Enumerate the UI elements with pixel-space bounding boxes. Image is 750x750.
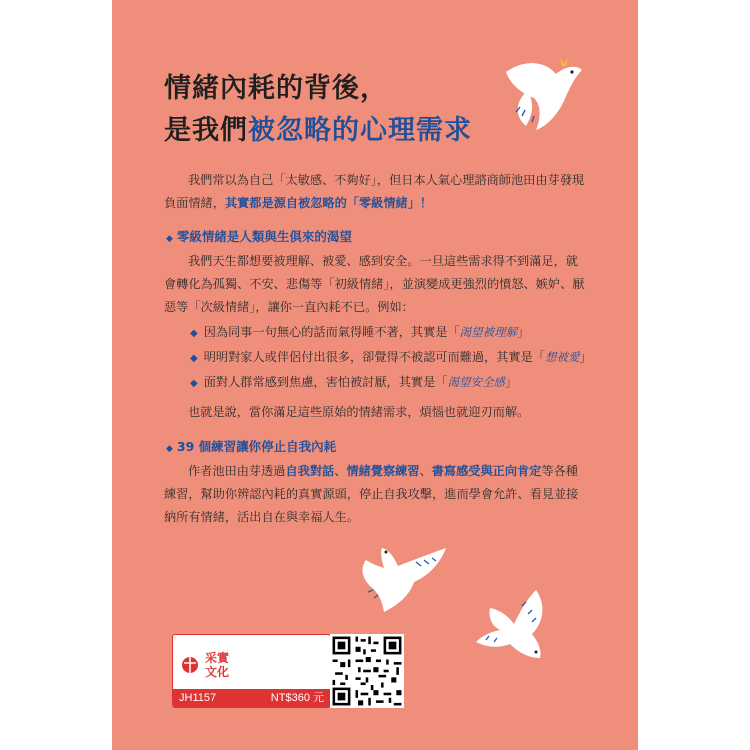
cover-title xyxy=(164,68,472,152)
section-2-heading xyxy=(166,437,336,455)
diamond-icon: ◆ xyxy=(166,444,173,454)
book-back-cover xyxy=(112,0,638,750)
title-line-1: 情緒內耗的背後， xyxy=(164,73,388,104)
diamond-icon: ◆ xyxy=(190,378,198,389)
section-1-body: 我們天生都想要被理解、被愛、感到安全。一旦這些需求得不到滿足，就會轉化為孤獨、不安、悲傷等「初級情緒」，並演變成更強烈的憤怒、嫉妒、厭惡等「次級情緒」，讓你一直內耗不已。例如： xyxy=(164,254,585,314)
dove-illustration-bottom xyxy=(466,586,556,666)
section-2-text: 作者池田由芽透過 xyxy=(188,464,286,478)
conclusion-paragraph: 也就是說，當你滿足這些原始的情緒需求，煩惱也就迎刃而解。 xyxy=(188,405,530,419)
highlight-self-talk: 自我對話 xyxy=(285,464,335,478)
diamond-icon: ◆ xyxy=(190,328,198,339)
highlight-awareness: 情緒覺察練習 xyxy=(346,464,420,478)
intro-highlight: 其實都是源自被忽略的「零級情緒」！ xyxy=(224,196,433,210)
list-item-3 xyxy=(190,372,517,394)
publisher-name-line-2: 文化 xyxy=(205,665,230,679)
list-item-2 xyxy=(190,347,592,369)
qr-code xyxy=(330,634,404,708)
bullet-text: 明明對家人或伴侶付出很多，卻覺得不被認可而難過，其實是「 xyxy=(203,350,545,364)
section-1-heading-text: 零級情緒是人類與生俱來的渴望 xyxy=(176,229,352,244)
publisher-price-box xyxy=(172,634,331,708)
list-item-1 xyxy=(190,322,529,344)
bullet-text: 面對人群常感到焦慮，害怕被討厭，其實是「 xyxy=(203,375,448,389)
section-1-heading xyxy=(166,227,352,245)
title-line-2 xyxy=(164,110,472,152)
handwritten-text: 渴望安全感 xyxy=(447,375,505,389)
separator: 、 xyxy=(419,464,432,478)
dove-illustration-middle xyxy=(354,542,450,622)
intro-text: 我們常以為自己「太敏感、不夠好」，但日本人氣心理諮商師池田由芽發現負面情緒， xyxy=(164,173,585,210)
title-line-2-prefix: 是我們 xyxy=(164,115,248,146)
price-strip xyxy=(173,689,330,707)
bullet-text: 因為同事一句無心的話而氣得睡不著，其實是「 xyxy=(203,325,460,339)
title-line-2-highlight: 被忽略的心理需求 xyxy=(248,115,472,146)
handwritten-text: 渴望被理解 xyxy=(459,325,518,339)
handwritten-text: 想被愛 xyxy=(544,350,580,364)
bullet-end: 」 xyxy=(504,375,518,389)
dove-illustration-top xyxy=(496,52,586,138)
section-2-text-end: 等各種練習，幫助你辨認內耗的真實源頭，停止自我攻擊，進而學會允許、看見並接納所有情緒，活出自在與幸福人生。 xyxy=(164,464,579,524)
bullet-end: 」 xyxy=(517,325,530,339)
separator: 、 xyxy=(334,464,347,478)
highlight-writing: 書寫感受與正向肯定 xyxy=(431,464,542,478)
publisher-logo-icon xyxy=(179,651,201,679)
bullet-end: 」 xyxy=(579,350,592,364)
intro-paragraph xyxy=(164,169,588,215)
section-2-heading-text: 39 個練習讓你停止自我內耗 xyxy=(176,439,337,454)
product-code: JH1157 xyxy=(179,692,217,704)
publisher-name-line-1: 采實 xyxy=(205,651,230,665)
diamond-icon: ◆ xyxy=(190,353,198,364)
price-label: NT$360 元 xyxy=(270,692,324,704)
publisher-name xyxy=(205,651,229,679)
diamond-icon: ◆ xyxy=(166,234,173,244)
section-2-body xyxy=(164,460,588,529)
